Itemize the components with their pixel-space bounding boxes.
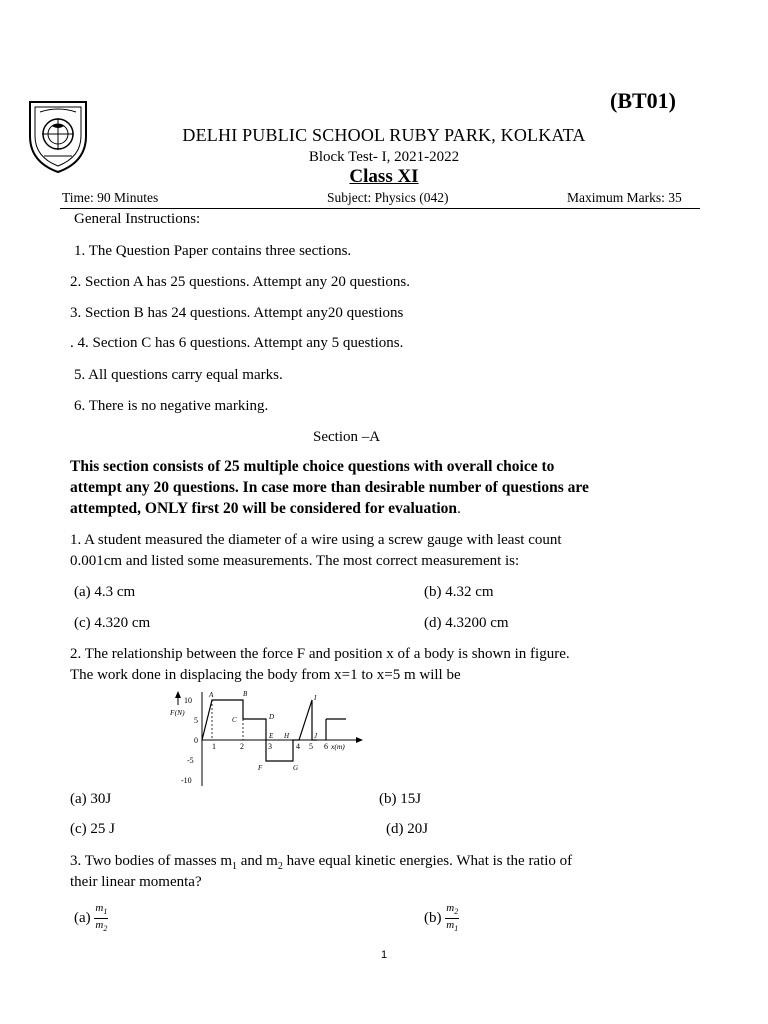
fraction-denominator: m	[446, 919, 455, 932]
instruction-item: 1. The Question Paper contains three sections.	[74, 243, 352, 259]
instruction-item: 5. All questions carry equal marks.	[74, 367, 283, 383]
fraction-numerator: m	[95, 902, 104, 914]
page-number: 1	[380, 949, 388, 961]
section-description-line: attempt any 20 questions. In case more than desirable number of questions are	[70, 479, 589, 496]
y-tick-label: 5	[194, 716, 198, 725]
y-tick-label: -10	[181, 776, 192, 785]
question-3-text-part: have equal kinetic energies. What is the ratio of	[282, 853, 573, 869]
y-tick-label: 10	[184, 696, 192, 705]
point-label: I	[314, 694, 317, 702]
question-3-text-part: and m	[237, 853, 278, 869]
instruction-item: 6. There is no negative marking.	[74, 398, 269, 414]
marks-label: Maximum Marks: 35	[567, 190, 682, 205]
test-name: Block Test- I, 2021-2022	[308, 149, 460, 165]
question-1-option-b: (b) 4.32 cm	[424, 584, 494, 600]
section-description-period: .	[457, 501, 461, 517]
x-tick-label: 3	[268, 742, 272, 751]
header-rule	[60, 208, 700, 209]
question-3-text-part: 3. Two bodies of masses m	[70, 853, 232, 869]
point-label: H	[284, 732, 290, 740]
x-tick-label: 4	[296, 742, 300, 751]
question-1-text: 1. A student measured the diameter of a wire using a screw gauge with least count	[70, 532, 562, 548]
point-label: A	[209, 691, 214, 699]
question-1-option-c: (c) 4.320 cm	[74, 615, 151, 631]
question-1-option-a: (a) 4.3 cm	[74, 584, 136, 600]
subject-label: Subject: Physics (042)	[327, 190, 449, 205]
question-3-option-a	[74, 902, 108, 935]
point-label: G	[293, 764, 299, 772]
question-1-text: 0.001cm and listed some measurements. The most correct measurement is:	[70, 553, 520, 569]
section-description-line: This section consists of 25 multiple choice questions with overall choice to	[70, 458, 555, 475]
instruction-item: 3. Section B has 24 questions. Attempt any20 questions	[70, 305, 404, 321]
question-2-text: 2. The relationship between the force F and position x of a body is shown in figure.	[70, 646, 570, 662]
question-2-option-a: (a) 30J	[70, 791, 112, 807]
x-tick-label: 2	[240, 742, 244, 751]
point-label: B	[243, 690, 248, 698]
force-position-graph	[160, 688, 370, 788]
question-3-option-b	[424, 902, 459, 935]
fraction-numerator: m	[446, 902, 455, 914]
x-tick-label: 5	[309, 742, 313, 751]
fraction-m2-over-m1	[445, 902, 459, 935]
question-2-option-b: (b) 15J	[379, 791, 422, 807]
school-name: DELHI PUBLIC SCHOOL RUBY PARK, KOLKATA	[182, 125, 586, 145]
option-label: (a)	[74, 910, 91, 927]
y-tick-label: 0	[194, 736, 198, 745]
point-label: F	[258, 764, 263, 772]
y-axis-label: F(N)	[170, 708, 185, 717]
point-label: E	[269, 732, 274, 740]
subscript: 1	[454, 924, 459, 934]
question-1-option-d: (d) 4.3200 cm	[424, 615, 509, 631]
fraction-denominator: m	[95, 919, 104, 932]
point-label: C	[232, 716, 237, 724]
time-label: Time: 90 Minutes	[62, 190, 159, 205]
x-tick-label: 6	[324, 742, 328, 751]
subscript: 1	[103, 907, 108, 917]
subscript: 1	[232, 861, 237, 872]
section-title: Section –A	[313, 429, 381, 445]
paper-code: (BT01)	[610, 88, 676, 113]
section-description-last	[70, 498, 461, 519]
instructions-title: General Instructions:	[74, 211, 201, 227]
subscript: 2	[454, 907, 459, 917]
question-2-option-c: (c) 25 J	[70, 821, 115, 837]
y-tick-label: -5	[187, 756, 194, 765]
option-label: (b)	[424, 910, 442, 927]
instruction-item: 2. Section A has 25 questions. Attempt any 20 questions.	[70, 274, 410, 290]
question-3-text: their linear momenta?	[70, 874, 202, 890]
x-tick-label: 1	[212, 742, 216, 751]
subscript: 2	[277, 861, 283, 872]
point-label: J	[314, 732, 318, 740]
class-title: Class XI	[349, 166, 419, 187]
question-2-option-d: (d) 20J	[386, 821, 429, 837]
x-axis-label: x(m)	[331, 742, 345, 751]
instruction-item: . 4. Section C has 6 questions. Attempt any 5 questions.	[70, 335, 404, 351]
point-label: D	[269, 713, 275, 721]
section-description-line: attempted, ONLY first 20 will be considered for evaluation	[70, 500, 458, 517]
question-2-text: The work done in displacing the body from x=1 to x=5 m will be	[70, 667, 461, 683]
fraction-m1-over-m2	[94, 902, 108, 935]
subscript: 2	[103, 924, 108, 934]
